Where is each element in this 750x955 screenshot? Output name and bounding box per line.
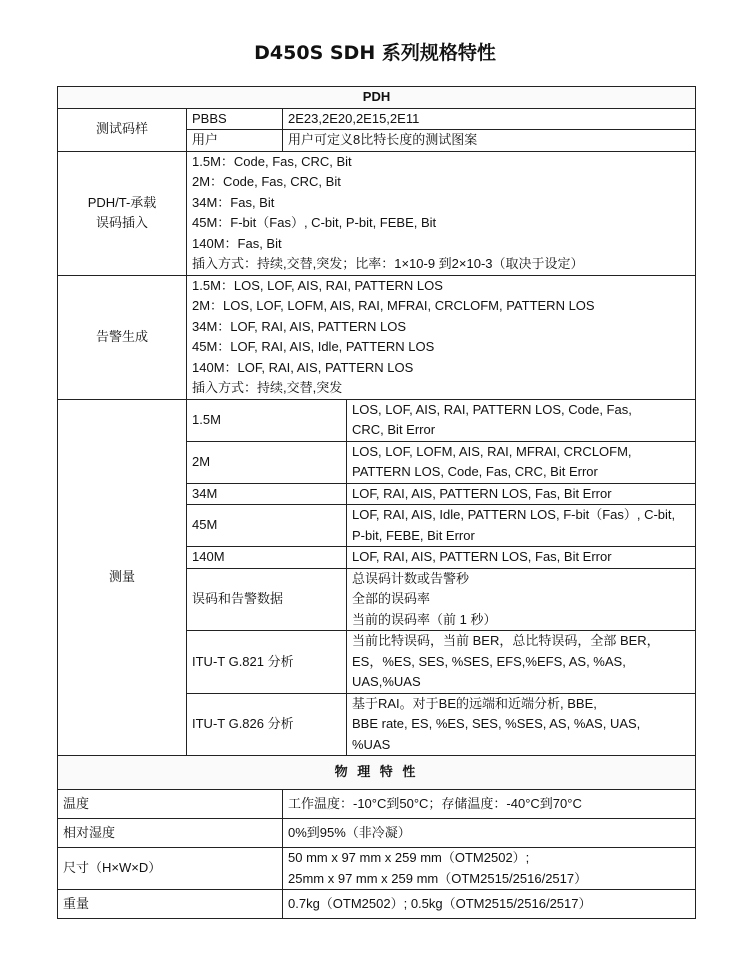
measure-value-cell bbox=[347, 547, 696, 569]
pattern-name-cell: 用户 bbox=[187, 130, 283, 152]
detail-line: 34M：Fas, Bit bbox=[192, 194, 275, 210]
table-row bbox=[58, 890, 696, 919]
measure-value-cell bbox=[347, 693, 696, 756]
detail-line: 当前比特误码，当前 BER，总比特误码，全部 BER， bbox=[352, 633, 660, 648]
physical-name-cell: 温度 bbox=[58, 790, 283, 819]
detail-line: P-bit, FEBE, Bit Error bbox=[352, 527, 475, 543]
table-row bbox=[58, 819, 696, 848]
measure-value-cell bbox=[347, 441, 696, 483]
detail-line: 45M：LOF, RAI, AIS, Idle, PATTERN LOS bbox=[192, 339, 435, 354]
detail-line: 140M：Fas, Bit bbox=[192, 235, 282, 251]
physical-name-cell: 相对湿度 bbox=[58, 819, 283, 848]
spec-table bbox=[57, 86, 696, 919]
detail-line: 全部的误码率 bbox=[352, 591, 431, 606]
detail-line: 25mm x 97 mm x 259 mm（OTM2515/2516/2517） bbox=[288, 870, 588, 886]
detail-line: CRC, Bit Error bbox=[352, 422, 436, 437]
physical-value-cell bbox=[283, 848, 696, 890]
physical-value-cell bbox=[283, 890, 696, 919]
detail-line: 0%到95%（非冷凝） bbox=[288, 824, 411, 840]
detail-line: 当前的误码率（前 1 秒） bbox=[352, 611, 497, 627]
table-row bbox=[58, 848, 696, 890]
table-row bbox=[58, 108, 696, 130]
measure-name-cell: 误码和告警数据 bbox=[187, 568, 347, 631]
pattern-name-cell: PBBS bbox=[187, 108, 283, 130]
detail-line: 插入方式：持续,交替,突发；比率：1×10-9 到2×10-3（取决于设定） bbox=[192, 256, 584, 271]
table-row bbox=[58, 399, 696, 441]
detail-line: PATTERN LOS, Code, Fas, CRC, Bit Error bbox=[352, 464, 598, 479]
detail-line: ES，%ES, SES, %SES, EFS,%EFS, AS, %AS, bbox=[352, 653, 626, 669]
detail-line: 插入方式：持续,交替,突发 bbox=[192, 380, 343, 395]
detail-line: 2M：Code, Fas, CRC, Bit bbox=[192, 174, 341, 189]
detail-line: 工作温度：-10°C到50°C；存储温度：-40°C到70°C bbox=[288, 795, 582, 811]
measure-value-cell bbox=[347, 505, 696, 547]
section-header-pdh: PDH bbox=[58, 87, 696, 109]
measure-name-cell: 34M bbox=[187, 483, 347, 505]
pattern-value-cell: 2E23,2E20,2E15,2E11 bbox=[283, 108, 696, 130]
detail-line: LOS, LOF, AIS, RAI, PATTERN LOS, Code, Fas, bbox=[352, 401, 632, 417]
row-label-measurement: 测量 bbox=[58, 399, 187, 756]
measure-value-cell bbox=[347, 399, 696, 441]
physical-section-header-row bbox=[58, 756, 696, 790]
measure-name-cell: 140M bbox=[187, 547, 347, 569]
detail-line: 2M：LOS, LOF, LOFM, AIS, RAI, MFRAI, CRCLOFM, PATTERN LOS bbox=[192, 298, 595, 313]
detail-line: LOF, RAI, AIS, PATTERN LOS, Fas, Bit Error bbox=[352, 549, 612, 564]
measure-name-cell: 1.5M bbox=[187, 399, 347, 441]
detail-line: LOF, RAI, AIS, PATTERN LOS, Fas, Bit Error bbox=[352, 485, 612, 501]
detail-line: 34M：LOF, RAI, AIS, PATTERN LOS bbox=[192, 318, 407, 334]
page-title: D450S SDH 系列规格特性 bbox=[254, 42, 496, 64]
table-row bbox=[58, 790, 696, 819]
alarm-generation-details bbox=[187, 275, 696, 399]
detail-line: LOS, LOF, LOFM, AIS, RAI, MFRAI, CRCLOFM, bbox=[352, 443, 632, 459]
measure-name-cell: 45M bbox=[187, 505, 347, 547]
row-label-error-insert bbox=[58, 151, 187, 275]
table-row bbox=[58, 275, 696, 399]
measure-name-cell: 2M bbox=[187, 441, 347, 483]
physical-name-cell: 重量 bbox=[58, 890, 283, 919]
row-label-alarm-generation: 告警生成 bbox=[58, 275, 187, 399]
measure-value-cell bbox=[347, 483, 696, 505]
measure-value-cell bbox=[347, 631, 696, 694]
detail-line: 45M：F-bit（Fas）, C-bit, P-bit, FEBE, Bit bbox=[192, 215, 437, 230]
detail-line: LOF, RAI, AIS, Idle, PATTERN LOS, F-bit（Fas）, C-bit, bbox=[352, 507, 676, 522]
detail-line: BBE rate, ES, %ES, SES, %SES, AS, %AS, UAS, bbox=[352, 716, 641, 731]
physical-value-cell bbox=[283, 790, 696, 819]
row-label-test-pattern: 测试码样 bbox=[58, 108, 187, 151]
pdh-section-header-row bbox=[58, 87, 696, 109]
detail-line: 50 mm x 97 mm x 259 mm（OTM2502）; bbox=[288, 850, 530, 865]
pattern-value-cell: 用户可定义8比特长度的测试图案 bbox=[283, 130, 696, 152]
detail-line: 总误码计数或告警秒 bbox=[352, 570, 470, 586]
error-insert-details bbox=[187, 151, 696, 275]
physical-name-cell: 尺寸（H×W×D） bbox=[58, 848, 283, 890]
table-row bbox=[58, 151, 696, 275]
physical-value-cell bbox=[283, 819, 696, 848]
label-line: PDH/T-承载 bbox=[87, 194, 157, 210]
measure-value-cell bbox=[347, 568, 696, 631]
detail-line: 1.5M：Code, Fas, CRC, Bit bbox=[192, 153, 352, 169]
detail-line: 基于RAI。对于BE的远端和近端分析, BBE, bbox=[352, 695, 597, 711]
detail-line: 1.5M：LOS, LOF, AIS, RAI, PATTERN LOS bbox=[192, 277, 443, 293]
detail-line: 140M：LOF, RAI, AIS, PATTERN LOS bbox=[192, 359, 414, 375]
detail-line: UAS,%UAS bbox=[352, 674, 421, 689]
detail-line: 0.7kg（OTM2502）; 0.5kg（OTM2515/2516/2517） bbox=[288, 895, 592, 911]
section-header-physical: 物 理 特 性 bbox=[58, 756, 696, 790]
measure-name-cell: ITU-T G.826 分析 bbox=[187, 693, 347, 756]
measure-name-cell: ITU-T G.821 分析 bbox=[187, 631, 347, 694]
detail-line: %UAS bbox=[352, 736, 391, 752]
label-line: 误码插入 bbox=[95, 215, 148, 230]
